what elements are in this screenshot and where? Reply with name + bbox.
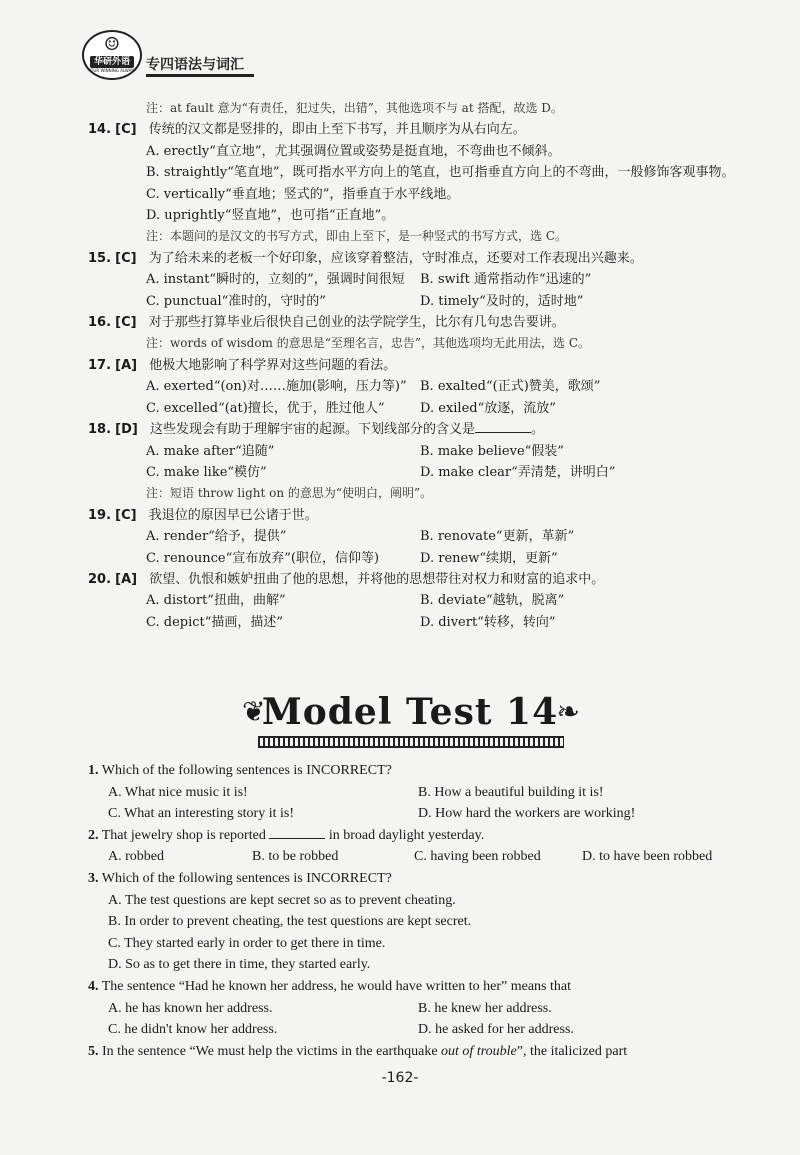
question-number: 5. xyxy=(88,1043,99,1059)
answer-item xyxy=(88,119,738,140)
option: B. swift 通常指动作“迅速的” xyxy=(420,272,592,288)
option: C. excelled“(at)擅长，优于，胜过他人” xyxy=(146,400,385,416)
question-number: 3. xyxy=(88,870,99,886)
option: C. having been robbed xyxy=(414,849,541,865)
answer-key: [D] xyxy=(115,422,138,438)
question xyxy=(88,976,738,998)
model-test-heading xyxy=(242,688,580,748)
question-number: 18. xyxy=(88,422,112,438)
option: A. erectly“直立地”，尤其强调位置或姿势是挺直地，不弯曲也不倾斜。 xyxy=(146,143,561,159)
answer-explanation: 传统的汉文都是竖排的，即由上至下书写，并且顺序为从右向左。 xyxy=(148,122,526,138)
option: B. In order to prevent cheating, the test questions are kept secret. xyxy=(108,914,472,930)
answer-key: [C] xyxy=(115,507,137,523)
question xyxy=(88,1041,738,1063)
page-header xyxy=(82,30,282,80)
option: A. instant“瞬时的，立刻的”，强调时间很短 xyxy=(146,272,405,288)
question-text: In the sentence “We must help the victims in the earthquake xyxy=(102,1043,438,1059)
option: A. What nice music it is! xyxy=(108,784,248,800)
option: B. renovate“更新，革新” xyxy=(420,529,575,545)
option: A. render“给予，提供” xyxy=(146,529,287,545)
option-row xyxy=(88,782,738,804)
option-row xyxy=(88,441,738,462)
option: A. robbed xyxy=(108,849,164,865)
option: C. he didn't know her address. xyxy=(108,1022,278,1038)
answer-item xyxy=(88,569,738,590)
option: D. he asked for her address. xyxy=(418,1022,574,1038)
note: 注：words of wisdom 的意思是“至理名言，忠告”，其他选项均无此用法，选 C。 xyxy=(146,336,591,351)
option-row xyxy=(88,462,738,483)
option: D. renew“续期，更新” xyxy=(420,550,558,566)
option-row xyxy=(88,1019,738,1041)
brand-name: 华研外语 xyxy=(90,56,134,68)
option: B. How a beautiful building it is! xyxy=(418,784,604,800)
question-text: ”, the italicized part xyxy=(516,1043,628,1059)
answer-explanation: 这些发现会有助于理解宇宙的起源。下划线部分的含义是 xyxy=(150,422,476,438)
option-row xyxy=(88,398,738,419)
option: A. he has known her address. xyxy=(108,1000,273,1016)
answer-key: [C] xyxy=(115,122,137,138)
option: C. depict“描画，描述” xyxy=(146,614,284,630)
option: D. uprightly“竖直地”，也可指“正直地”。 xyxy=(146,208,395,224)
option-row xyxy=(88,590,738,611)
option-row xyxy=(88,998,738,1020)
option: C. make like“模仿” xyxy=(146,464,267,480)
question-number: 16. xyxy=(88,315,112,331)
answer-key: [C] xyxy=(115,315,137,331)
question-number: 15. xyxy=(88,250,112,266)
answer-explanation: 为了给未来的老板一个好印象，应该穿着整洁，守时准点，还要对工作表现出兴趣来。 xyxy=(148,250,643,266)
question xyxy=(88,868,738,890)
page-number: -162- xyxy=(381,1070,419,1086)
question xyxy=(88,760,738,782)
answer-item xyxy=(88,505,738,526)
model-test-title: Model Test 14 xyxy=(261,691,559,733)
note: 注：短语 throw light on 的意思为“使明白，阐明”。 xyxy=(146,486,433,501)
curl-ornament-icon: ❧ xyxy=(556,695,580,728)
question-number: 17. xyxy=(88,357,112,373)
answer-key: [A] xyxy=(115,357,138,373)
option-row xyxy=(88,376,738,397)
answer-item xyxy=(88,248,738,269)
answer-key: [A] xyxy=(115,571,138,587)
italic-phrase: out of trouble xyxy=(441,1043,517,1059)
answer-item xyxy=(88,312,738,333)
option: B. exalted“(正式)赞美，歌颂” xyxy=(420,379,601,395)
option-row xyxy=(88,526,738,547)
answer-item: 18. [D] 这些发现会有助于理解宇宙的起源。下划线部分的含义是 。 xyxy=(88,422,545,438)
frog-icon: ☺ xyxy=(103,34,121,55)
option: B. to be robbed xyxy=(252,849,339,865)
option: A. distort“扭曲，曲解” xyxy=(146,593,286,609)
option-row xyxy=(88,846,738,868)
answer-explanation: 我退位的原因早已公诸于世。 xyxy=(148,507,318,523)
option-row xyxy=(88,548,738,569)
question-number: 20. xyxy=(88,571,112,587)
option-row xyxy=(88,803,738,825)
answer-section xyxy=(88,98,738,633)
question-number: 4. xyxy=(88,978,99,994)
question-text: Which of the following sentences is INCORRECT? xyxy=(101,763,392,778)
option: C. renounce“宣布放弃”(职位，信仰等) xyxy=(146,550,380,566)
option: C. What an interesting story it is! xyxy=(108,806,294,822)
option: B. straightly“笔直地”，既可指水平方向上的笔直，也可指垂直方向上的不弯曲，一般修饰客观事物。 xyxy=(146,165,735,181)
option: C. vertically“垂直地；竖式的”，指垂直于水平线地。 xyxy=(146,186,460,202)
note: 注：本题问的是汉文的书写方式，即由上至下，是一种竖式的书写方式，选 C。 xyxy=(146,229,567,244)
option: C. They started early in order to get there in time. xyxy=(108,935,386,951)
title-underline xyxy=(258,736,564,748)
question-text: Which of the following sentences is INCORRECT? xyxy=(101,870,392,886)
question-number: 2. xyxy=(88,827,99,843)
answer-explanation: 欲望、仇恨和嫉妒扭曲了他的思想，并将他的思想带往对权力和财富的追求中。 xyxy=(149,571,605,587)
answer-item xyxy=(88,355,738,376)
option: D. timely“及时的，适时地” xyxy=(420,293,584,309)
option: D. How hard the workers are working! xyxy=(418,806,636,822)
option-row xyxy=(88,269,738,290)
option: D. exiled“放逐，流放” xyxy=(420,400,556,416)
question-text: in broad daylight yesterday. xyxy=(328,827,485,843)
option: D. divert“转移，转向” xyxy=(420,614,556,630)
question-text: The sentence “Had he known her address, he would have written to her” means that xyxy=(101,978,571,994)
option: A. exerted“(on)对……施加(影响，压力等)” xyxy=(146,379,407,395)
brand-sub: YOUR WINNING ALWAYS xyxy=(88,68,136,73)
option: C. punctual“准时的，守时的” xyxy=(146,293,326,309)
option: B. deviate“越轨，脱离” xyxy=(420,593,565,609)
answer-explanation: 他极大地影响了科学界对这些问题的看法。 xyxy=(149,357,397,373)
option: B. he knew her address. xyxy=(418,1000,552,1016)
question xyxy=(88,825,738,847)
brand-logo xyxy=(82,30,142,80)
option: A. make after“追随” xyxy=(146,443,275,459)
note: 注：at fault 意为“有责任，犯过失，出错”，其他选项不与 at 搭配，故选 D。 xyxy=(146,101,563,115)
option: D. to have been robbed xyxy=(582,849,713,865)
question-number: 14. xyxy=(88,122,112,138)
option-row xyxy=(88,291,738,312)
series-title: 专四语法与词汇 xyxy=(146,54,254,77)
question-section xyxy=(88,760,738,1062)
curl-ornament-icon: ❦ xyxy=(242,695,266,728)
option-row xyxy=(88,612,738,633)
blank-line xyxy=(475,420,531,433)
option: D. So as to get there in time, they started early. xyxy=(108,957,371,973)
question-number: 1. xyxy=(88,763,99,778)
option: D. make clear“弄清楚，讲明白” xyxy=(420,464,616,480)
answer-explanation: 对于那些打算毕业后很快自己创业的法学院学生，比尔有几句忠告要讲。 xyxy=(148,315,565,331)
option: B. make believe“假装” xyxy=(420,443,564,459)
answer-key: [C] xyxy=(115,250,137,266)
option: A. The test questions are kept secret so as to prevent cheating. xyxy=(108,892,456,908)
question-number: 19. xyxy=(88,507,112,523)
question-text: That jewelry shop is reported xyxy=(101,827,266,843)
blank-line xyxy=(269,826,325,839)
